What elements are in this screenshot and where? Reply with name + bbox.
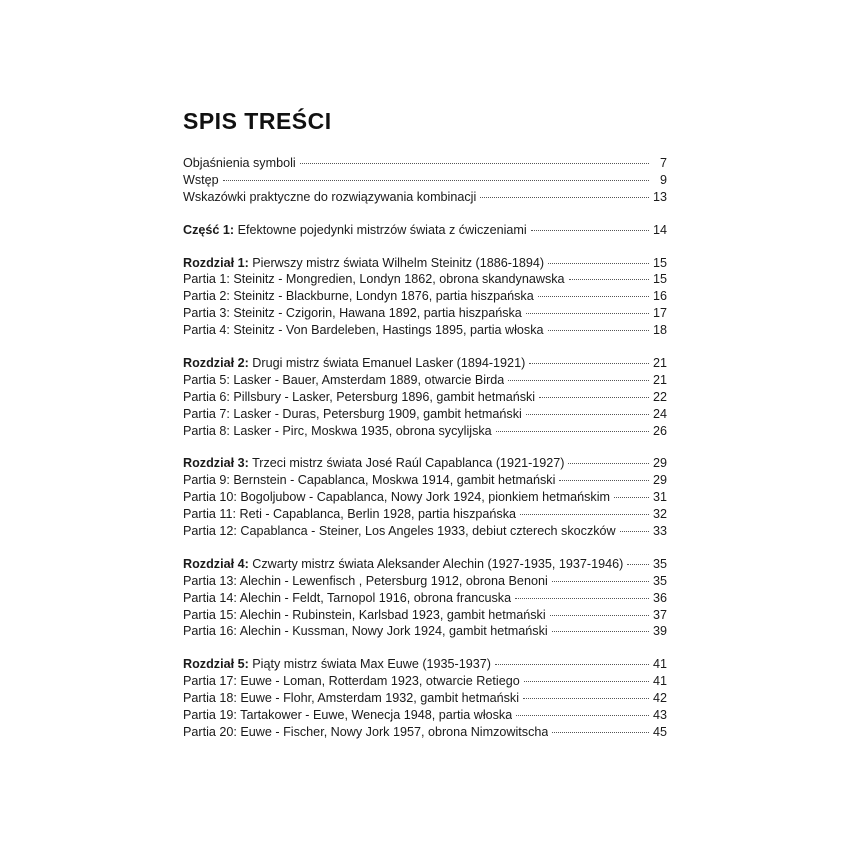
toc-entry [183,623,667,640]
toc-section [183,255,667,339]
entry-title: Partia 5: Lasker - Bauer, Amsterdam 1889, otwarcie Birda [183,372,505,387]
page-number: 32 [652,507,667,522]
dot-leader [614,497,649,498]
entry-text-wrapper [183,155,296,172]
dot-leader [508,380,649,381]
entry-title: Partia 13: Alechin - Lewenfisch , Petersburg 1912, obrona Benoni [183,573,548,588]
page-number: 21 [652,356,667,371]
dot-leader [480,197,649,198]
dot-leader [520,514,649,515]
page-number: 26 [652,423,667,438]
dot-leader [531,230,649,231]
entry-text-wrapper [183,556,623,573]
entry-title: Partia 18: Euwe - Flohr, Amsterdam 1932, gambit hetmański [183,691,519,706]
page-title: SPIS TREŚCI [183,108,332,134]
page-number: 29 [652,456,667,471]
entry-text-wrapper [183,690,519,707]
entry-title: Partia 20: Euwe - Fischer, Nowy Jork 1957, obrona Nimzowitscha [183,724,549,739]
toc-section [183,656,667,740]
toc-section [183,556,667,640]
entry-text-wrapper [183,489,610,506]
page-number: 9 [659,172,667,187]
entry-title: Partia 16: Alechin - Kussman, Nowy Jork 1924, gambit hetmański [183,624,548,639]
entry-title: Partia 12: Capablanca - Steiner, Los Angeles 1933, debiut czterech skoczków [183,524,616,539]
toc-entry [183,288,667,305]
page-number: 18 [652,323,667,338]
entry-title: Partia 1: Steinitz - Mongredien, Londyn 1862, obrona skandynawska [183,272,565,287]
entry-title: Wskazówki praktyczne do rozwiązywania kombinacji [183,189,477,204]
entry-text-wrapper [183,523,616,540]
page-number: 22 [652,389,667,404]
entry-label: Rozdział 5: [183,657,249,672]
toc-entry [183,590,667,607]
dot-leader [524,681,649,682]
page-number: 17 [652,306,667,321]
dot-leader [552,732,649,733]
toc-entry [183,472,667,489]
dot-leader [526,313,649,314]
dot-leader [529,363,649,364]
page-number: 41 [652,657,667,672]
entry-text-wrapper [183,724,548,741]
toc-entry [183,322,667,339]
entry-label: Część 1: [183,222,235,237]
toc-heading-entry [183,222,667,239]
dot-leader [539,397,649,398]
entry-title: Objaśnienia symboli [183,156,296,170]
entry-text-wrapper [183,590,511,607]
entry-title: Czwarty mistrz świata Aleksander Alechin (1927-1935, 1937-1946) [252,556,624,571]
page-number: 29 [652,473,667,488]
dot-leader [223,180,649,181]
page-number: 43 [652,708,667,723]
toc-heading-entry [183,556,667,573]
page-number: 15 [652,255,667,270]
entry-text-wrapper [183,271,565,288]
toc-entry [183,724,667,741]
toc-entry [183,673,667,690]
entry-text-wrapper [183,372,504,389]
toc-section [183,355,667,439]
toc-entry [183,389,667,406]
toc-entry [183,489,667,506]
toc-entry [183,707,667,724]
page-number: 33 [652,524,667,539]
entry-text-wrapper [183,455,564,472]
toc-heading-entry [183,255,667,272]
dot-leader [538,296,649,297]
entry-text-wrapper [183,389,535,406]
page-number: 31 [652,490,667,505]
entry-label: Rozdział 3: [183,456,249,471]
entry-title: Partia 19: Tartakower - Euwe, Wenecja 1948, partia włoska [183,708,513,723]
page-number: 36 [652,590,667,605]
entry-text-wrapper [183,222,527,239]
table-of-contents [183,155,667,757]
entry-text-wrapper [183,305,522,322]
dot-leader [552,581,649,582]
entry-title: Partia 10: Bogoljubow - Capablanca, Nowy Jork 1924, pionkiem hetmańskim [183,490,611,505]
entry-title: Partia 8: Lasker - Pirc, Moskwa 1935, obrona sycylijska [183,423,492,438]
entry-title: Partia 4: Steinitz - Von Bardeleben, Hastings 1895, partia włoska [183,323,544,338]
dot-leader [523,698,649,699]
entry-text-wrapper [183,573,548,590]
entry-text-wrapper [183,707,512,724]
entry-text-wrapper [183,288,534,305]
dot-leader [548,263,649,264]
entry-title: Partia 6: Pillsbury - Lasker, Petersburg 1896, gambit hetmański [183,389,536,404]
toc-section [183,222,667,239]
toc-section [183,155,667,206]
entry-title: Piąty mistrz świata Max Euwe (1935-1937) [252,657,491,672]
entry-text-wrapper [183,255,544,272]
entry-title: Pierwszy mistrz świata Wilhelm Steinitz (1886-1894) [252,255,545,270]
entry-title: Partia 15: Alechin - Rubinstein, Karlsbad 1923, gambit hetmański [183,607,546,622]
page-number: 16 [652,289,667,304]
toc-entry [183,155,667,172]
entry-text-wrapper [183,189,476,206]
dot-leader [569,279,649,280]
dot-leader [559,480,649,481]
page-number: 15 [652,272,667,287]
toc-entry [183,506,667,523]
entry-text-wrapper [183,322,544,339]
page-number: 14 [652,222,667,237]
dot-leader [300,163,649,164]
toc-entry [183,305,667,322]
dot-leader [526,414,649,415]
toc-entry [183,372,667,389]
entry-title: Partia 9: Bernstein - Capablanca, Moskwa 1914, gambit hetmański [183,473,556,488]
entry-label: Rozdział 1: [183,255,249,270]
dot-leader [548,330,649,331]
entry-title: Trzeci mistrz świata José Raúl Capablanca (1921-1927) [252,456,565,471]
page-number: 13 [652,189,667,204]
page-number: 35 [652,573,667,588]
entry-text-wrapper [183,355,525,372]
page-number: 41 [652,674,667,689]
page-number: 42 [652,691,667,706]
toc-entry [183,523,667,540]
dot-leader [627,564,649,565]
entry-title: Partia 3: Steinitz - Czigorin, Hawana 1892, partia hiszpańska [183,306,522,321]
dot-leader [515,598,649,599]
page-number: 39 [652,624,667,639]
toc-entry [183,406,667,423]
entry-title: Partia 11: Reti - Capablanca, Berlin 1928, partia hiszpańska [183,507,516,522]
entry-title: Wstęp [183,172,219,187]
entry-label: Rozdział 2: [183,356,249,371]
entry-title: Partia 2: Steinitz - Blackburne, Londyn 1876, partia hiszpańska [183,289,534,304]
entry-title: Partia 14: Alechin - Feldt, Tarnopol 1916, obrona francuska [183,590,512,605]
toc-heading-entry [183,455,667,472]
toc-entry [183,172,667,189]
toc-section [183,455,667,539]
toc-entry [183,573,667,590]
entry-text-wrapper [183,673,520,690]
dot-leader [550,615,649,616]
entry-text-wrapper [183,506,516,523]
page-number: 21 [652,372,667,387]
dot-leader [496,431,649,432]
entry-text-wrapper [183,607,546,624]
toc-heading-entry [183,355,667,372]
entry-text-wrapper [183,406,522,423]
entry-label: Rozdział 4: [183,556,249,571]
dot-leader [495,664,649,665]
toc-heading-entry [183,656,667,673]
entry-title: Drugi mistrz świata Emanuel Lasker (1894-1921) [252,356,526,371]
entry-text-wrapper [183,656,491,673]
toc-entry [183,423,667,440]
dot-leader [620,531,649,532]
toc-entry [183,189,667,206]
entry-title: Partia 17: Euwe - Loman, Rotterdam 1923, otwarcie Retiego [183,674,520,689]
page-number: 24 [652,406,667,421]
page-number: 35 [652,556,667,571]
dot-leader [568,463,649,464]
entry-title: Partia 7: Lasker - Duras, Petersburg 1909, gambit hetmański [183,406,522,421]
toc-entry [183,271,667,288]
entry-text-wrapper [183,623,548,640]
entry-text-wrapper [183,172,219,189]
page-number: 7 [659,156,667,170]
page-number: 45 [652,724,667,739]
dot-leader [552,631,649,632]
page-number: 37 [652,607,667,622]
entry-text-wrapper [183,472,555,489]
entry-text-wrapper [183,423,492,440]
toc-entry [183,607,667,624]
entry-title: Efektowne pojedynki mistrzów świata z ćwiczeniami [237,222,527,237]
toc-entry [183,690,667,707]
dot-leader [516,715,649,716]
